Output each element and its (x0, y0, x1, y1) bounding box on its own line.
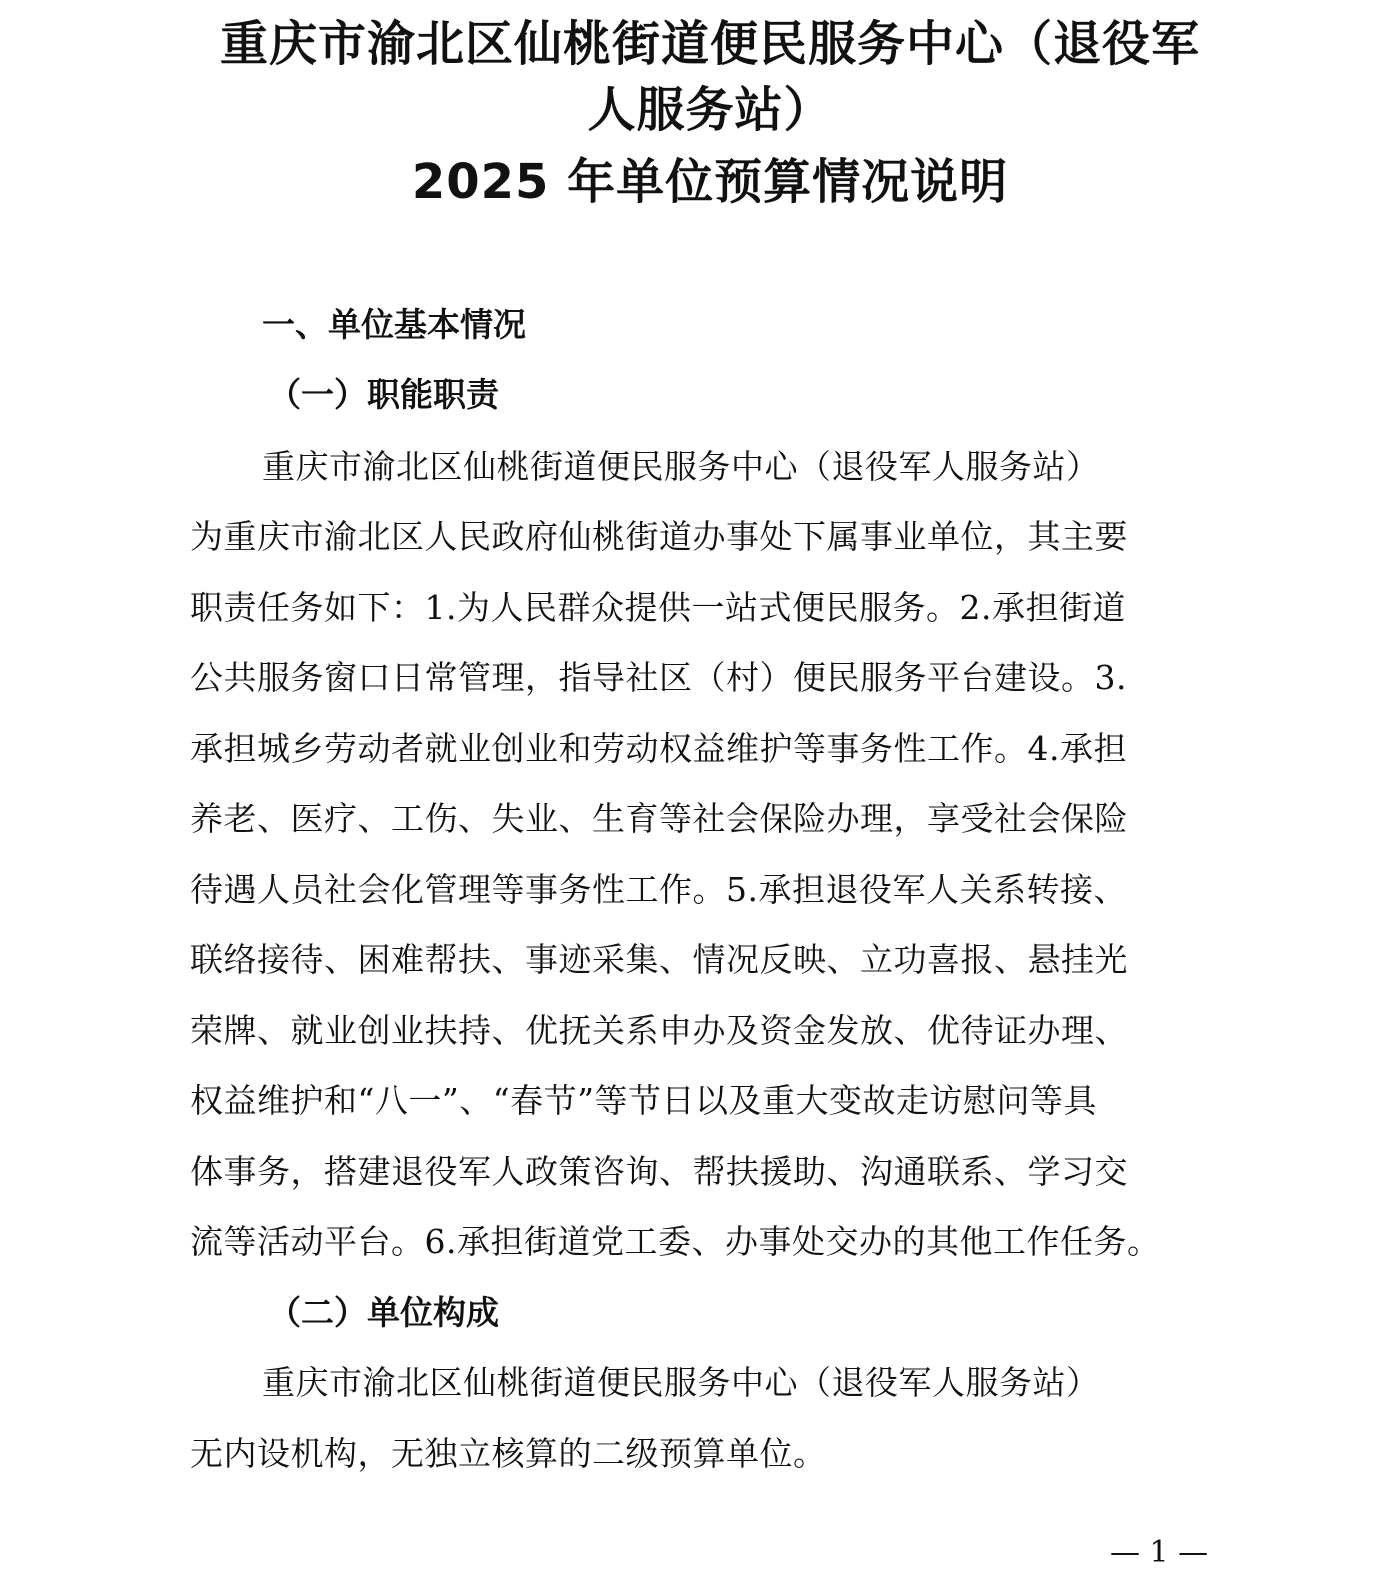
paragraph-line: 为重庆市渝北区人民政府仙桃街道办事处下属事业单位，其主要 (190, 517, 1128, 556)
paragraph-line: 承担城乡劳动者就业创业和劳动权益维护等事务性工作。4.承担 (190, 729, 1127, 768)
paragraph-line: 流等活动平台。6.承担街道党工委、办事处交办的其他工作任务。 (190, 1222, 1161, 1261)
document-title-line-3: 2025 年单位预算情况说明 (411, 154, 1009, 210)
paragraph-line: 公共服务窗口日常管理，指导社区（村）便民服务平台建设。3. (190, 658, 1127, 697)
paragraph-line: 职责任务如下：1.为人民群众提供一站式便民服务。2.承担街道 (190, 588, 1126, 627)
subsection-heading-composition: （二）单位构成 (268, 1293, 499, 1332)
paragraph-line: 待遇人员社会化管理等事务性工作。5.承担退役军人关系转接、 (190, 870, 1127, 909)
paragraph-line: 养老、医疗、工伤、失业、生育等社会保险办理，享受社会保险 (190, 799, 1128, 838)
paragraph-line: 体事务，搭建退役军人政策咨询、帮扶援助、沟通联系、学习交 (190, 1152, 1128, 1191)
paragraph-line: 无内设机构，无独立核算的二级预算单位。 (190, 1434, 827, 1473)
paragraph-line: 权益维护和“八一”、“春节”等节日以及重大变故走访慰问等具 (190, 1081, 1097, 1120)
paragraph-line: 重庆市渝北区仙桃街道便民服务中心（退役军人服务站） (262, 447, 1100, 486)
page-number: — 1 — (1110, 1535, 1209, 1570)
section-heading-basic-info: 一、单位基本情况 (262, 305, 526, 344)
subsection-heading-functions: （一）职能职责 (268, 375, 499, 414)
paragraph-line: 重庆市渝北区仙桃街道便民服务中心（退役军人服务站） (262, 1363, 1100, 1402)
paragraph-line: 荣牌、就业创业扶持、优抚关系申办及资金发放、优待证办理、 (190, 1011, 1128, 1050)
document-title-line-1: 重庆市渝北区仙桃街道便民服务中心（退役军 (219, 16, 1200, 72)
paragraph-line: 联络接待、困难帮扶、事迹采集、情况反映、立功喜报、悬挂光 (190, 940, 1128, 979)
document-title-line-2: 人服务站） (587, 82, 833, 138)
